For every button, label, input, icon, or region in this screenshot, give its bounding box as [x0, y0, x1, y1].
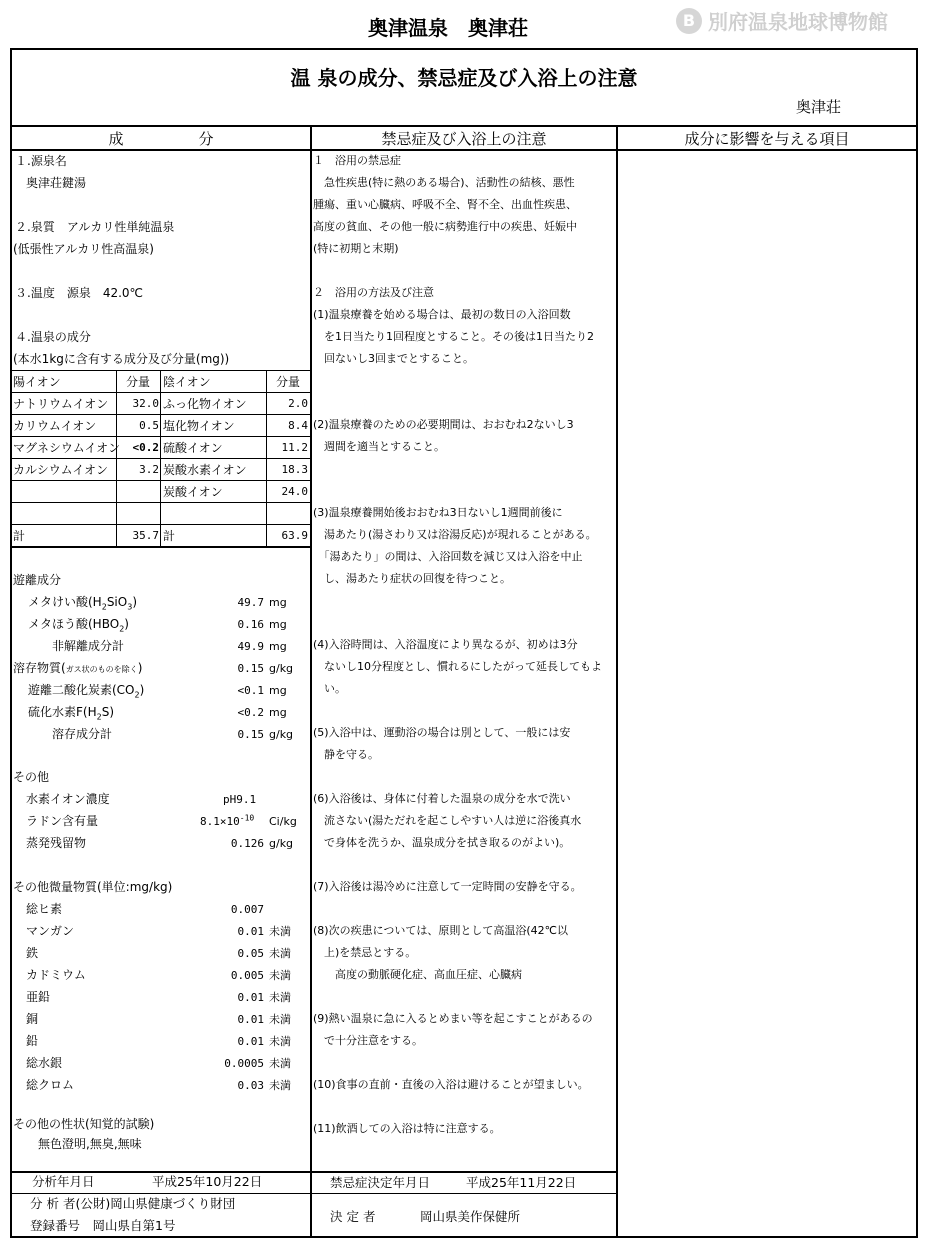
cation-value: 3.2 [139, 463, 159, 476]
facility-name: 奥津荘 [796, 98, 842, 116]
dissolved-total-label: 溶存成分計 [52, 727, 113, 741]
note-line: 「湯あたり」の間は、入浴回数を減じ又は入浴を中止 [313, 550, 583, 563]
note-line [313, 374, 615, 396]
note-line: 腫瘍、重い心臓病、呼吸不全、腎不全、出血性疾患、 [313, 198, 577, 211]
dissolved-solids-unit: g/kg [269, 662, 294, 675]
spring-quality-detail: (低張性アルカリ性高温泉) [13, 242, 154, 256]
free-components-title: 遊離成分 [13, 573, 62, 587]
note-line [313, 1100, 615, 1122]
metasilicic-acid-value: 49.7 [237, 596, 264, 609]
ion-header-anion: 陰イオン [163, 375, 211, 389]
metaboric-acid-label: メタほう酸$(HBO_2)$ [28, 617, 129, 634]
note-line: し、湯あたり症状の回復を待つこと。 [313, 572, 511, 585]
radon-unit: Ci/kg [269, 815, 297, 828]
anion-name: 炭酸水素イオン [163, 463, 247, 477]
h2s-value: <0.2 [237, 706, 264, 719]
other-title: その他 [13, 770, 50, 784]
note-line [313, 616, 615, 638]
decision-date: 平成25年11月22日 [466, 1175, 577, 1190]
cation-total-value: 35.7 [132, 529, 159, 542]
dissolved-solids-value: 0.15 [237, 662, 264, 675]
note-line: (11)飲酒しての入浴は特に注意する。 [313, 1122, 501, 1135]
cation-value: <0.2 [132, 441, 159, 454]
note-line: 流さない(湯ただれを起こしやすい人は逆に浴後真水 [313, 814, 582, 827]
cation-name: カルシウムイオン [13, 463, 108, 477]
components-unit-note: (本水1kgに含有する成分及び分量(mg)) [13, 352, 230, 366]
note-line: 高度の動脈硬化症、高血圧症、心臓病 [313, 968, 522, 981]
note-line: ないし10分程度とし、慣れるにしたがって延長してもよ [313, 660, 602, 673]
note-line: 静を守る。 [313, 748, 379, 761]
note-line [313, 264, 615, 286]
note-line: 高度の貧血、その他一般に病勢進行中の疾患、妊娠中 [313, 220, 577, 233]
decider-label: 決 定 者 [330, 1209, 376, 1224]
note-line [313, 1056, 615, 1078]
spring-quality: ２.泉質 アルカリ性単純温泉 [15, 220, 175, 234]
note-line: 上)を禁忌とする。 [313, 946, 417, 959]
decider: 岡山県美作保健所 [420, 1209, 521, 1224]
note-line: (6)入浴後は、身体に付着した温泉の成分を水で洗い [313, 792, 571, 805]
note-line: (5)入浴中は、運動浴の場合は別として、一般には安 [313, 726, 571, 739]
free-co2-unit: mg [269, 684, 287, 697]
note-line: (2)温泉療養のための必要期間は、おおむね2ないし3 [313, 418, 574, 431]
watermark-text: 別府温泉地球博物館 [708, 10, 888, 34]
free-co2-value: <0.1 [237, 684, 264, 697]
anion-total-label: 計 [163, 529, 176, 543]
h2s-unit: mg [269, 706, 287, 719]
h2s-label: 硫化水素$F(H_2S)$ [28, 705, 115, 722]
note-line: い。 [313, 682, 346, 695]
cation-name: カリウムイオン [13, 419, 97, 433]
non-dissociated-total-value: 49.9 [237, 640, 264, 653]
anion-total-value: 63.9 [281, 529, 308, 542]
trace-title: その他微量物質(単位:mg/kg) [13, 880, 173, 894]
anion-value: 2.0 [288, 397, 308, 410]
components-heading: ４.温泉の成分 [15, 330, 91, 344]
note-line: (3)温泉療養開始後おおむね3日ないし1週間前後に [313, 506, 563, 519]
ion-header-cation: 陽イオン [13, 375, 61, 389]
source-name-value: 奥津荘鍵湯 [26, 176, 87, 190]
anion-value: 18.3 [281, 463, 308, 476]
column-header-affecting-items: 成分に影響を与える項目 [684, 130, 850, 148]
note-line [313, 990, 615, 1012]
sensory-value: 無色澄明,無臭,無味 [38, 1137, 142, 1151]
temperature: ３.温度 源泉 42.0℃ [15, 286, 144, 300]
note-line: を1日当たり1回程度とすること。その後は1日当たり2 [313, 330, 594, 343]
metaboric-acid-value: 0.16 [237, 618, 264, 631]
note-line [313, 396, 615, 418]
note-line: 急性疾患(特に熱のある場合)、活動性の結核、悪性 [313, 176, 575, 189]
cation-name: ナトリウムイオン [13, 397, 109, 411]
watermark-logo [676, 6, 888, 35]
column-header-notes: 禁忌症及び入浴上の注意 [381, 130, 547, 148]
decision-date-label: 禁忌症決定年月日 [330, 1175, 431, 1190]
note-line [313, 902, 615, 924]
cation-value: 0.5 [139, 419, 159, 432]
source-name-label: １.源泉名 [15, 154, 67, 168]
note-line: で十分注意をする。 [313, 1034, 423, 1047]
residue-label: 蒸発残留物 [26, 836, 87, 850]
analyst: 分 析 者(公財)岡山県健康づくり財団 [30, 1196, 236, 1211]
anion-name: 炭酸イオン [163, 485, 223, 499]
anion-value: 8.4 [288, 419, 308, 432]
bathing-notes [313, 154, 615, 1144]
note-line [313, 770, 615, 792]
anion-name: 塩化物イオン [163, 419, 235, 433]
radon-value: $8.1\times 10^{-10}$ [200, 813, 255, 828]
note-line: (8)次の疾患については、原則として高温浴(42℃以 [313, 924, 569, 937]
ph-value: pH9.1 [223, 793, 257, 806]
note-line [313, 462, 615, 484]
note-line [313, 594, 615, 616]
anion-name: ふっ化物イオン [163, 397, 247, 411]
non-dissociated-total-unit: mg [269, 640, 287, 653]
note-line: (4)入浴時間は、入浴温度により異なるが、初めは3分 [313, 638, 578, 651]
ion-header-amount-2: 分量 [276, 375, 301, 389]
anion-value: 24.0 [281, 485, 308, 498]
note-line: で身体を洗うか、温泉成分を拭き取るのがよい)。 [313, 836, 571, 849]
metaboric-acid-unit: mg [269, 618, 287, 631]
analysis-date-label: 分析年月日 [32, 1174, 95, 1189]
anion-value: 11.2 [281, 441, 308, 454]
ion-header-amount: 分量 [126, 375, 151, 389]
residue-unit: g/kg [269, 837, 294, 850]
metasilicic-acid-label: メタけい酸$(H_2SiO_3)$ [28, 595, 137, 612]
dissolved-total-value: 0.15 [237, 728, 264, 741]
cation-value: 32.0 [132, 397, 159, 410]
cation-name: マグネシウムイオン [13, 441, 121, 455]
museum-logo-icon: B [676, 8, 702, 34]
free-co2-label: 遊離二酸化炭素$(CO_2)$ [28, 683, 145, 700]
note-line: (1)温泉療養を始める場合は、最初の数日の入浴回数 [313, 308, 571, 321]
page-title: 奥津温泉 奥津荘 [368, 16, 528, 40]
non-dissociated-total-label: 非解離成分計 [52, 639, 125, 653]
note-line: (9)熱い温泉に急に入るとめまい等を起こすことがあるの [313, 1012, 593, 1025]
metasilicic-acid-unit: mg [269, 596, 287, 609]
note-line: (10)食事の直前・直後の入浴は避けることが望ましい。 [313, 1078, 589, 1091]
note-line: ２ 浴用の方法及び注意 [313, 286, 434, 299]
note-line: (特に初期と末期) [313, 242, 399, 255]
note-line: １ 浴用の禁忌症 [313, 154, 401, 167]
sensory-title: その他の性状(知覚的試験) [13, 1117, 155, 1131]
note-line [313, 484, 615, 506]
note-line: 回ないし3回までとすること。 [313, 352, 474, 365]
note-line [313, 704, 615, 726]
note-line: 週間を適当とすること。 [313, 440, 445, 453]
residue-value: 0.126 [230, 837, 264, 850]
ph-label: 水素イオン濃度 [26, 792, 110, 806]
note-line: (7)入浴後は湯冷めに注意して一定時間の安静を守る。 [313, 880, 582, 893]
note-line [313, 858, 615, 880]
note-line: 湯あたり(湯さわり又は浴湯反応)が現れることがある。 [313, 528, 597, 541]
radon-label: ラドン含有量 [26, 814, 99, 828]
column-header-components: 成 分 [108, 130, 214, 148]
dissolved-solids-label: 溶存物質(ガス状のものを除く) [13, 661, 143, 675]
document-heading: 温 泉の成分、禁忌症及び入浴上の注意 [290, 66, 638, 90]
anion-name: 硫酸イオン [163, 441, 223, 455]
analysis-date: 平成25年10月22日 [152, 1174, 263, 1189]
dissolved-total-unit: g/kg [269, 728, 294, 741]
cation-total-label: 計 [13, 529, 26, 543]
registration-number: 登録番号 岡山県自第1号 [30, 1218, 176, 1233]
